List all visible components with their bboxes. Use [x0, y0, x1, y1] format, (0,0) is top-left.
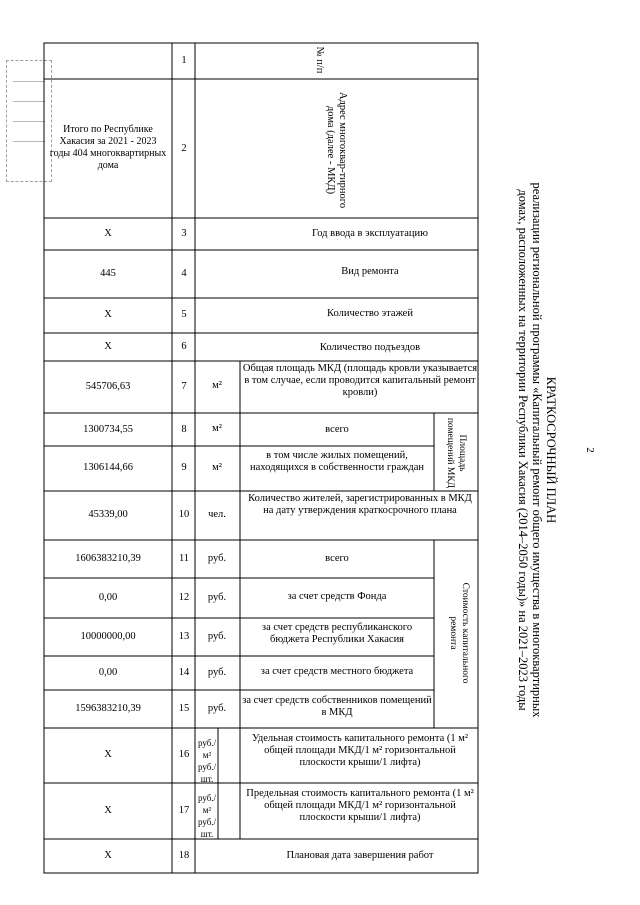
colnum-2: 2 — [181, 143, 187, 154]
unit-cost-owners: руб. — [207, 703, 227, 714]
heading-line-3: домах, расположенных на территории Республики Хакасия (2014–2050 годы)» на 2021–2023 годы — [516, 189, 530, 711]
total-max-cost: X — [104, 805, 112, 816]
colnum-8: 8 — [181, 424, 187, 435]
total-cost-local: 0,00 — [98, 667, 118, 678]
total-end-date: X — [104, 850, 112, 861]
hdr-cost-group: Стоимость капитального ремонта — [448, 582, 470, 684]
total-area-owned: 1306144,66 — [83, 462, 133, 473]
colnum-15: 15 — [178, 703, 190, 714]
total-cost-fund: 0,00 — [98, 592, 118, 603]
total-unit-cost: X — [104, 749, 112, 760]
hdr-max-cost: Предельная стоимость капитального ремонта (1 м² общей площади МКД/1 м² горизонтальной плоскости крыши/1 лифта) — [246, 788, 474, 823]
colnum-17: 17 — [178, 805, 190, 816]
colnum-6: 6 — [181, 341, 187, 352]
hdr-entrances: Количество подъездов — [319, 342, 421, 353]
total-residents: 45339,00 — [88, 509, 128, 520]
page-number: 2 — [584, 447, 596, 453]
hdr-area-owned: в том числе жилых помещений, находящихся в собственности граждан — [250, 450, 424, 473]
colnum-1: 1 — [181, 55, 187, 66]
hdr-area-group: Площадь помещений МКД — [445, 417, 467, 489]
unit-total-area: м² — [212, 380, 222, 391]
unit-cost-local: руб. — [207, 667, 227, 678]
total-cost-owners: 1596383210,39 — [75, 703, 141, 714]
colnum-9: 9 — [181, 462, 187, 473]
total-area-all: 1300734,55 — [83, 424, 133, 435]
hdr-year: Год ввода в эксплуатацию — [312, 228, 428, 239]
hdr-area-all: всего — [325, 424, 349, 435]
unit-cost-fund: руб. — [207, 592, 227, 603]
unit-area-all: м² — [212, 423, 222, 434]
total-entrances: X — [104, 341, 112, 352]
total-year: X — [104, 228, 112, 239]
hdr-end-date: Плановая дата завершения работ — [286, 850, 434, 861]
unit-cost-rep: руб. — [207, 631, 227, 642]
hdr-cost-fund: за счет средств Фонда — [287, 591, 387, 602]
unit-area-owned: м² — [212, 462, 222, 473]
total-repair: 445 — [100, 268, 116, 279]
colnum-18: 18 — [178, 850, 190, 861]
colnum-14: 14 — [178, 667, 190, 678]
total-floors: X — [104, 309, 112, 320]
colnum-3: 3 — [181, 228, 187, 239]
colnum-12: 12 — [178, 592, 190, 603]
colnum-10: 10 — [178, 509, 190, 520]
hdr-cost-owners: за счет средств собственников помещений в МКД — [242, 695, 432, 718]
hdr-residents: Количество жителей, зарегистрированных в МКД на дату утверждения краткосрочного плана — [248, 493, 472, 516]
hdr-total-area: Общая площадь МКД (площадь кровли указывается в том случае, если проводится капитальный ремонт кровли) — [242, 363, 478, 398]
total-cost-rep: 10000000,00 — [80, 631, 136, 642]
unit-unit-cost: руб./м² руб./шт. — [197, 738, 217, 784]
colnum-4: 4 — [181, 268, 187, 279]
hdr-address: Адрес многоквар-тирного дома (далее - МКД) — [325, 91, 348, 209]
colnum-16: 16 — [178, 749, 190, 760]
total-label: Итого по Республике Хакасия за 2021 - 2023 годы 404 многоквартирных дома — [49, 124, 167, 171]
hdr-cost-all: всего — [325, 553, 349, 564]
colnum-7: 7 — [181, 381, 187, 392]
total-cost-all: 1606383210,39 — [75, 553, 141, 564]
total-total-area: 545706,63 — [85, 381, 131, 392]
hdr-num: № п/п — [314, 46, 325, 74]
hdr-unit-cost: Удельная стоимость капитального ремонта (1 м² общей площади МКД/1 м² горизонтальной плоскости крыши/1 лифта) — [251, 733, 469, 768]
colnum-13: 13 — [178, 631, 190, 642]
heading-line-2: реализации региональной программы «Капитальный ремонт общего имущества в многоквартирных — [530, 182, 544, 718]
hdr-cost-rep: за счет средств республиканского бюджета Республики Хакасия — [261, 622, 413, 645]
unit-cost-all: руб. — [207, 553, 227, 564]
colnum-5: 5 — [181, 309, 187, 320]
heading-line-1: КРАТКОСРОЧНЫЙ ПЛАН — [544, 376, 558, 524]
unit-max-cost: руб./м² руб./шт. — [197, 793, 217, 839]
colnum-11: 11 — [178, 553, 190, 564]
unit-residents: чел. — [208, 509, 226, 520]
hdr-repair: Вид ремонта — [341, 266, 399, 277]
hdr-floors: Количество этажей — [327, 308, 413, 319]
hdr-cost-local: за счет средств местного бюджета — [260, 666, 414, 677]
